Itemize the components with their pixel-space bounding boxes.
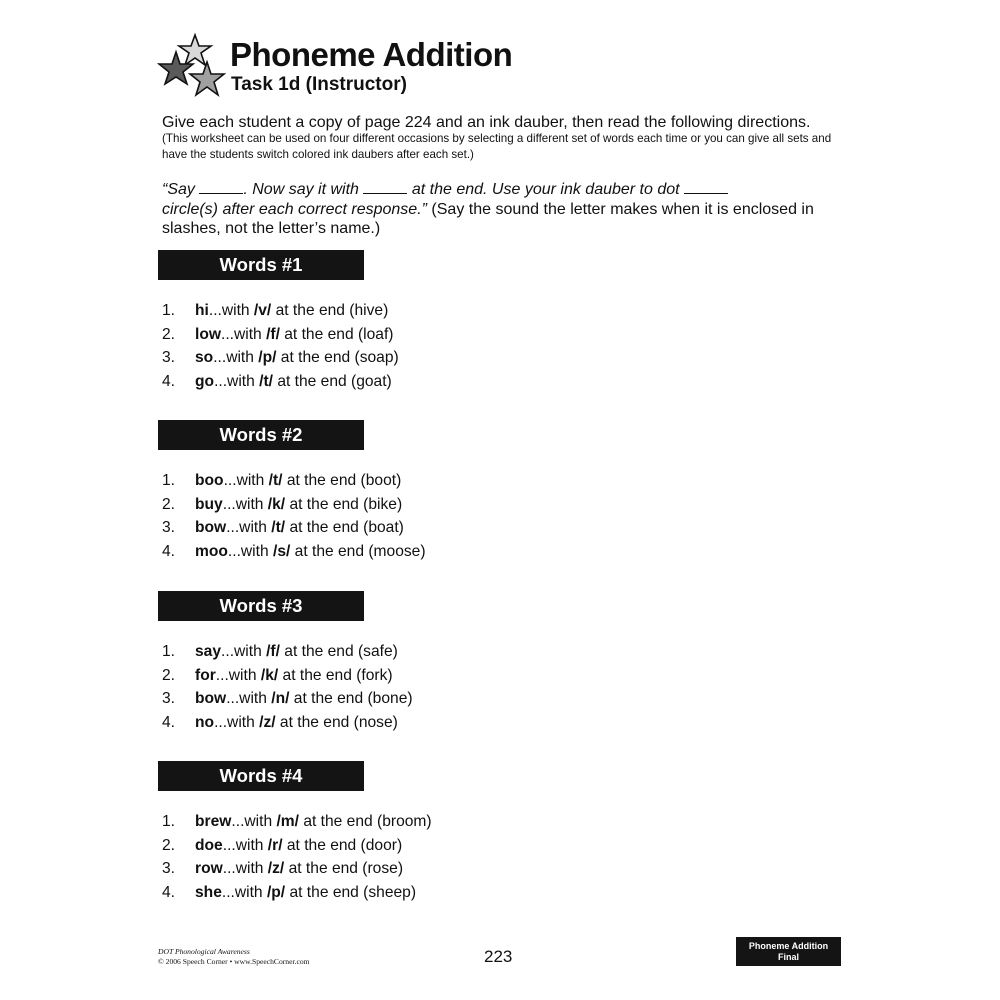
list-item bbox=[158, 711, 758, 735]
item-mid: ...with bbox=[221, 884, 267, 902]
page-subtitle: Task 1d (Instructor) bbox=[231, 74, 407, 95]
directions-text bbox=[162, 179, 852, 239]
page-title: Phoneme Addition bbox=[230, 36, 513, 73]
item-tail: at the end (bone) bbox=[289, 690, 413, 708]
list-item bbox=[158, 640, 758, 664]
item-number: 3. bbox=[162, 860, 176, 878]
words-section-2 bbox=[158, 420, 758, 564]
item-text bbox=[195, 370, 392, 394]
item-text bbox=[195, 857, 403, 881]
item-sound: /k/ bbox=[267, 495, 286, 513]
blank-line bbox=[684, 179, 728, 194]
section-heading: Words #1 bbox=[158, 250, 364, 280]
words-section-1 bbox=[158, 250, 758, 394]
item-word: boo bbox=[195, 472, 224, 489]
item-number: 4. bbox=[162, 714, 176, 732]
list-item bbox=[158, 664, 758, 688]
item-tail: at the end (bike) bbox=[285, 495, 403, 513]
footer-badge bbox=[736, 937, 841, 966]
item-number: 3. bbox=[162, 690, 176, 708]
section-heading: Words #2 bbox=[158, 420, 364, 450]
item-tail: at the end (moose) bbox=[290, 543, 426, 561]
item-tail: at the end (safe) bbox=[279, 643, 398, 660]
item-sound: /p/ bbox=[258, 349, 277, 367]
item-text bbox=[195, 469, 401, 493]
item-tail: at the end (goat) bbox=[272, 373, 392, 391]
list-item bbox=[158, 346, 758, 370]
item-word: she bbox=[195, 884, 222, 902]
item-sound: /z/ bbox=[267, 860, 285, 878]
item-number: 4. bbox=[162, 543, 176, 561]
item-number: 2. bbox=[162, 666, 176, 684]
stars-logo-icon bbox=[157, 30, 229, 102]
item-number: 1. bbox=[162, 472, 176, 489]
item-text bbox=[195, 299, 388, 323]
item-tail: at the end (hive) bbox=[271, 302, 389, 319]
item-mid: ...with bbox=[214, 714, 260, 732]
item-mid: ...with bbox=[222, 860, 268, 878]
item-text bbox=[195, 834, 402, 858]
item-mid: ...with bbox=[226, 519, 272, 537]
item-word: doe bbox=[195, 836, 223, 854]
item-word: bow bbox=[195, 690, 227, 708]
item-mid: ...with bbox=[222, 495, 268, 513]
item-sound: /t/ bbox=[271, 519, 286, 537]
item-mid: ...with bbox=[208, 302, 254, 319]
item-number: 4. bbox=[162, 373, 176, 391]
item-mid: ...with bbox=[222, 836, 268, 854]
item-word: bow bbox=[195, 519, 227, 537]
item-number: 3. bbox=[162, 519, 176, 537]
item-sound: /k/ bbox=[260, 666, 279, 684]
item-tail: at the end (loaf) bbox=[279, 325, 394, 343]
list-item bbox=[158, 881, 758, 905]
item-word: low bbox=[195, 325, 221, 343]
item-sound: /m/ bbox=[276, 813, 299, 830]
item-sound: /f/ bbox=[266, 643, 280, 660]
item-word: hi bbox=[195, 302, 209, 319]
item-number: 2. bbox=[162, 836, 176, 854]
item-tail: at the end (broom) bbox=[299, 813, 432, 830]
list-item bbox=[158, 469, 758, 493]
item-tail: at the end (sheep) bbox=[285, 884, 417, 902]
item-tail: at the end (fork) bbox=[278, 666, 393, 684]
item-sound: /v/ bbox=[253, 302, 272, 319]
blank-line bbox=[363, 179, 407, 194]
item-mid: ...with bbox=[215, 666, 261, 684]
item-number: 3. bbox=[162, 349, 176, 367]
section-heading: Words #3 bbox=[158, 591, 364, 621]
item-text bbox=[195, 711, 398, 735]
item-sound: /r/ bbox=[267, 836, 283, 854]
item-number: 1. bbox=[162, 643, 176, 660]
item-word: row bbox=[195, 860, 223, 878]
item-mid: ...with bbox=[226, 690, 272, 708]
directions-part1: “Say bbox=[162, 181, 195, 198]
item-text bbox=[195, 323, 393, 347]
item-sound: /s/ bbox=[272, 543, 291, 561]
list-item bbox=[158, 810, 758, 834]
item-sound: /t/ bbox=[259, 373, 273, 391]
item-text bbox=[195, 516, 404, 540]
item-word: moo bbox=[195, 543, 228, 561]
list-item bbox=[158, 857, 758, 881]
item-sound: /p/ bbox=[266, 884, 286, 902]
directions-part3: at the end. Use your ink dauber to dot bbox=[411, 181, 680, 198]
item-mid: ...with bbox=[213, 349, 259, 367]
item-number: 1. bbox=[162, 302, 176, 319]
directions-part2: . Now say it with bbox=[243, 181, 359, 198]
item-mid: ...with bbox=[231, 813, 277, 830]
item-mid: ...with bbox=[214, 373, 260, 391]
item-text bbox=[195, 493, 402, 517]
item-text bbox=[195, 810, 432, 834]
list-item bbox=[158, 299, 758, 323]
badge-line2: Final bbox=[777, 951, 799, 962]
item-mid: ...with bbox=[227, 543, 273, 561]
directions-part5: (Say the sound the letter makes when it is enclosed in slashes, not the letter’s name.) bbox=[162, 200, 814, 237]
words-section-4 bbox=[158, 761, 758, 905]
words-section-3 bbox=[158, 591, 758, 735]
item-number: 2. bbox=[162, 495, 176, 513]
item-word: buy bbox=[195, 495, 223, 513]
item-tail: at the end (boot) bbox=[282, 472, 402, 489]
list-item bbox=[158, 540, 758, 564]
item-text bbox=[195, 881, 416, 905]
item-word: brew bbox=[195, 813, 232, 830]
footer-credits bbox=[158, 947, 310, 967]
note-text: (This worksheet can be used on four different occasions by selecting a different set of words each time or you can give all sets and have the students switch colored ink daubers after each set.) bbox=[162, 132, 832, 161]
item-text bbox=[195, 640, 398, 664]
item-sound: /n/ bbox=[271, 690, 290, 708]
list-item bbox=[158, 687, 758, 711]
item-number: 1. bbox=[162, 813, 176, 830]
list-item bbox=[158, 834, 758, 858]
item-sound: /t/ bbox=[268, 472, 283, 489]
item-text bbox=[195, 664, 393, 688]
list-item bbox=[158, 516, 758, 540]
item-number: 4. bbox=[162, 884, 176, 902]
badge-line1: Phoneme Addition bbox=[748, 940, 829, 951]
item-word: go bbox=[195, 373, 215, 391]
item-tail: at the end (soap) bbox=[276, 349, 399, 367]
item-word: say bbox=[195, 643, 222, 660]
item-word: so bbox=[195, 349, 214, 367]
item-tail: at the end (boat) bbox=[285, 519, 404, 537]
item-tail: at the end (nose) bbox=[275, 714, 398, 732]
list-item bbox=[158, 370, 758, 394]
item-word: for bbox=[195, 666, 216, 684]
item-text bbox=[195, 687, 413, 711]
item-sound: /z/ bbox=[259, 714, 276, 732]
item-mid: ...with bbox=[223, 472, 269, 489]
item-mid: ...with bbox=[221, 643, 267, 660]
item-sound: /f/ bbox=[266, 325, 280, 343]
page-number: 223 bbox=[484, 947, 513, 966]
item-tail: at the end (door) bbox=[282, 836, 403, 854]
item-word: no bbox=[195, 714, 215, 732]
intro-text: Give each student a copy of page 224 and an ink dauber, then read the following directions. bbox=[162, 114, 811, 131]
blank-line bbox=[199, 179, 243, 194]
item-text bbox=[195, 346, 399, 370]
item-number: 2. bbox=[162, 325, 176, 343]
item-tail: at the end (rose) bbox=[284, 860, 404, 878]
footer-series: DOT Phonological Awareness bbox=[158, 947, 250, 956]
directions-part4: circle(s) after each correct response.” bbox=[162, 200, 427, 218]
list-item bbox=[158, 493, 758, 517]
item-text bbox=[195, 540, 426, 564]
section-heading: Words #4 bbox=[158, 761, 364, 791]
footer-copyright: © 2006 Speech Corner • www.SpeechCorner.com bbox=[158, 957, 310, 966]
list-item bbox=[158, 323, 758, 347]
item-mid: ...with bbox=[221, 325, 267, 343]
